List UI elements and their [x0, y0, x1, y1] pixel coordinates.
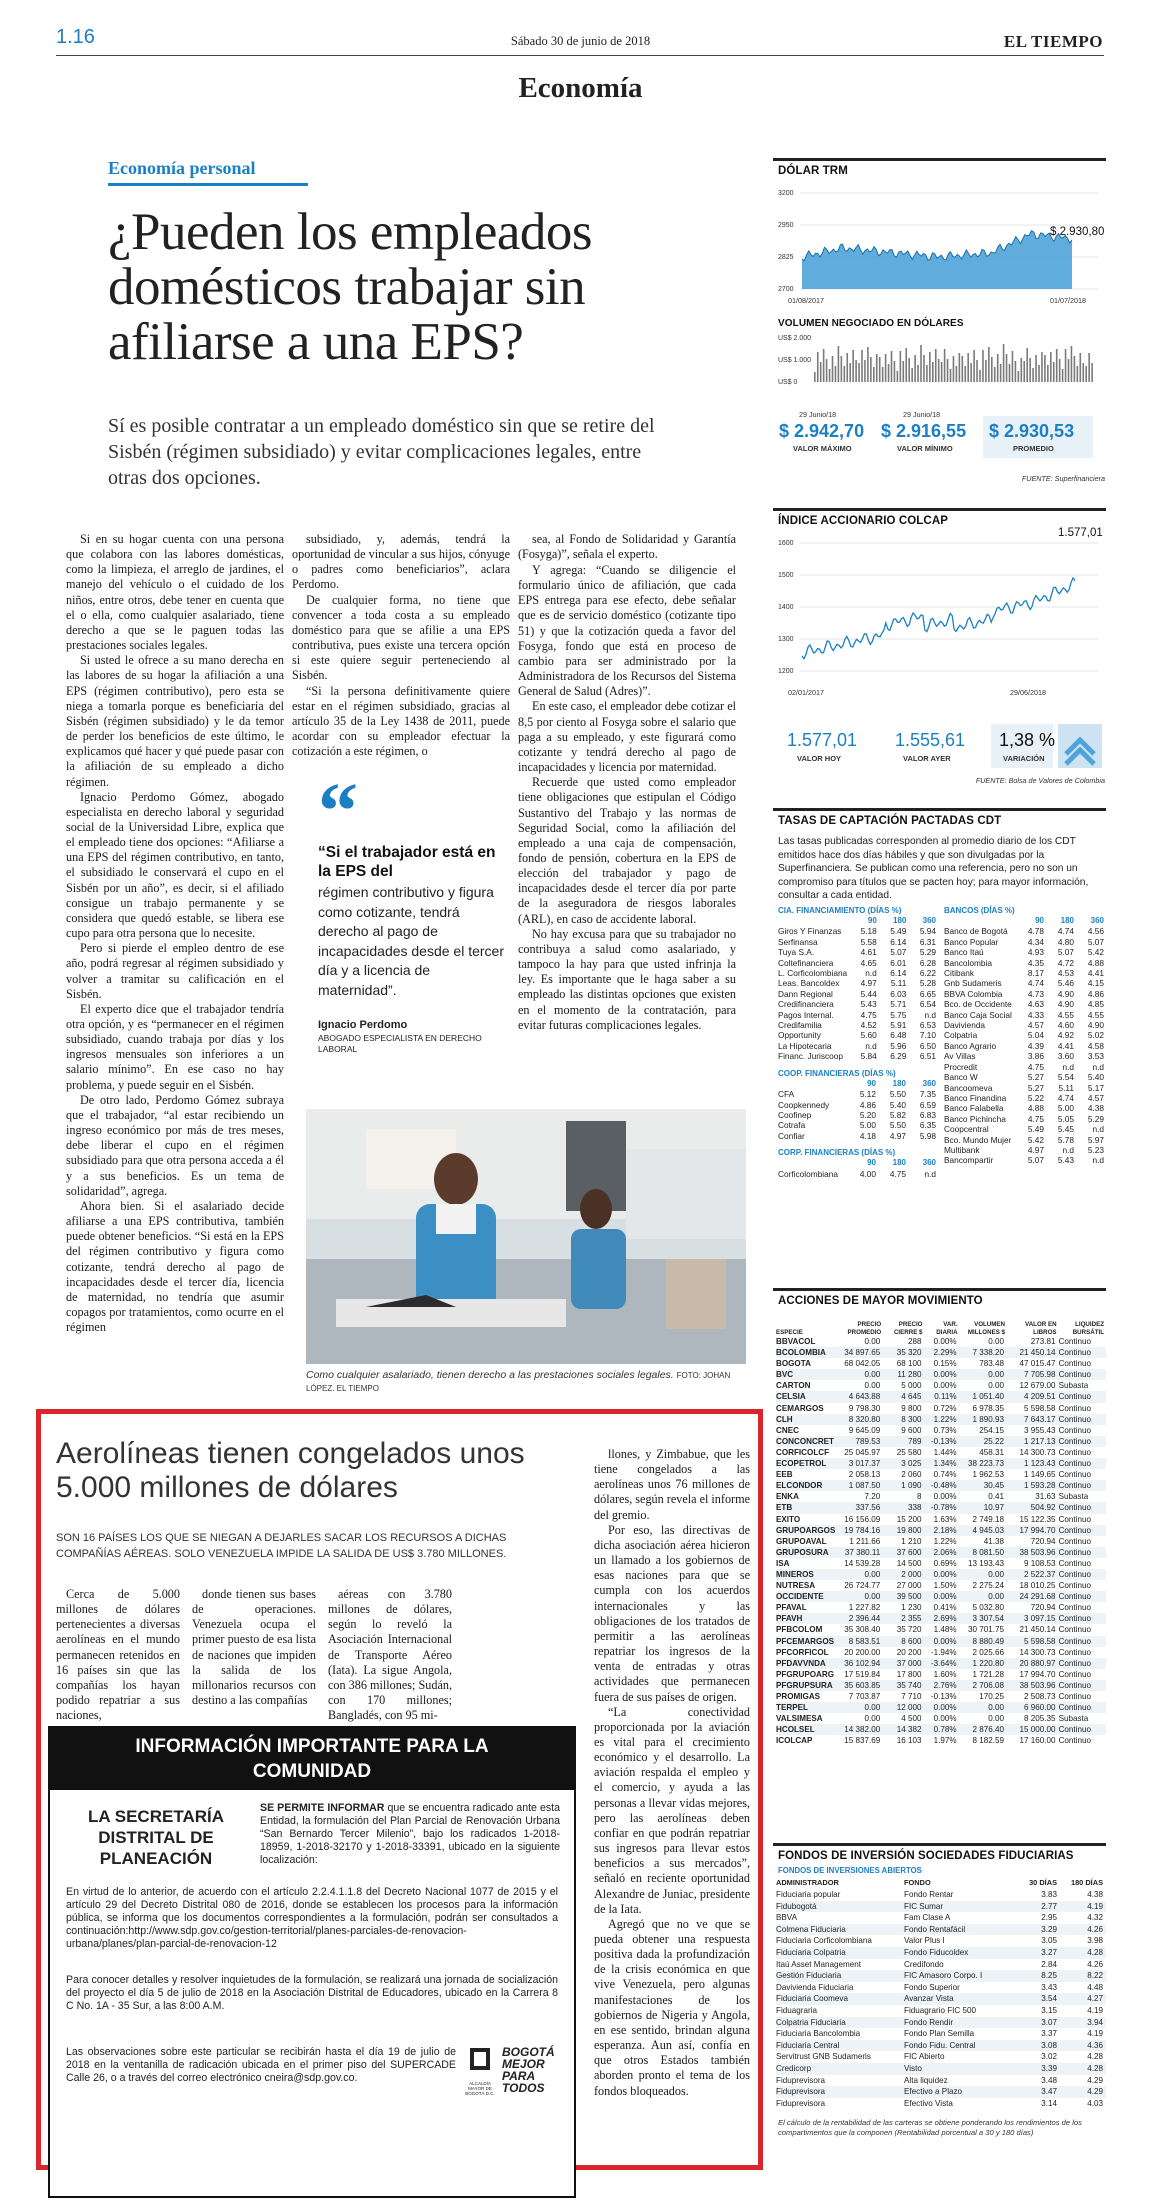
table-row: Serfinansa 5.58 6.14 6.31 — [778, 936, 936, 947]
table-row: Fiduprevisora Alta liquidez 3.48 4.29 — [776, 2075, 1103, 2085]
airline-col-3: aéreas con 3.780 millones de dólares, según lo reveló la Asociación Internacional de Transporte Aéreo (Iata). La sigue Angola, con 386 millones; Sudán, con 170 millones; Bangladés, con 95 mi- — [328, 1587, 452, 1723]
vol-tick: US$ 2.000 — [778, 335, 812, 342]
table-row: Fiduciaria Central Fondo Fidu. Central 3.08 4.36 — [776, 2040, 1106, 2052]
table-row: BVC 0.00 11 280 0.00% 0.00 7 705.98 Continuo — [776, 1369, 1106, 1380]
table-row: Fiduciaria Bancolombia Fondo Plan Semilla 3.37 4.19 — [776, 2029, 1103, 2039]
fid-subtitle: FONDOS DE INVERSIONES ABIERTOS — [778, 1866, 922, 1875]
mov-header: LIQUIDEZ BURSÁTIL — [1072, 1321, 1104, 1336]
fid-header: FONDO — [904, 1878, 931, 1888]
paragraph: De cualquier forma, no tiene que convencer a toda costa a su empleado doméstico para que se afilie a una EPS contributiva, pues existe una tercera opción si este quiere seguir perteneciendo al Sisbén. — [292, 592, 510, 683]
dolar-x-start: 01/08/2017 — [788, 296, 824, 305]
cdt-day-header: 90 — [867, 1158, 876, 1168]
table-row: Av Villas 3.86 3.60 3.53 — [944, 1051, 1104, 1062]
section-title: Economía — [518, 72, 643, 104]
quote-mark-icon: “ — [318, 768, 358, 856]
colcap-title: ÍNDICE ACCIONARIO COLCAP — [778, 515, 949, 527]
table-row: Davivienda 4.57 4.60 4.90 — [944, 1020, 1104, 1031]
paragraph: De otro lado, Perdomo Gómez subraya que el trabajador, “al estar recibiendo un ingreso económico por más de tres meses, debe liberar el cupo en el régimen subsidiado para que otra persona acceda a él y a sus beneficios. Es un tema de solidaridad”, agrega. — [66, 1092, 284, 1198]
table-row: Bancolombia 4.35 4.72 4.88 — [944, 957, 1104, 968]
article-col-1 — [66, 532, 284, 1389]
airline-col-2: donde tienen sus bases de operaciones. Venezuela ocupa el primer puesto de esa lista de naciones que impiden la salida de los millonarios recursos con destino a las compañías — [192, 1587, 316, 1708]
colcap-today: 1.577,01 — [787, 730, 858, 750]
dolar-chart — [778, 185, 1098, 305]
fid-header: 30 DÍAS — [1029, 1878, 1057, 1888]
table-row: Giros Y Finanzas 5.18 5.49 5.94 — [778, 926, 936, 937]
volume-title: VOLUMEN NEGOCIADO EN DÓLARES — [778, 318, 964, 329]
colcap-x-end: 29/06/2018 — [1010, 688, 1046, 697]
quote-role: ABOGADO ESPECIALISTA EN DERECHO LABORAL — [318, 1033, 482, 1054]
table-row: BBVA Colombia 4.73 4.90 4.86 — [944, 988, 1104, 999]
table-row: PFBCOLOM 35 308.40 35 720 1.48% 30 701.75 21 450.14 Continuo — [776, 1625, 1091, 1635]
table-row: Coopkennedy 4.86 5.40 6.59 — [778, 1099, 936, 1110]
article-deck: Sí es posible contratar a un empleado doméstico sin que se retire del Sisbén (régimen subsidiado) y evitar complicaciones legales, entre otras dos opciones. — [108, 415, 655, 489]
table-row: ENKA 7.20 8 0.00% 0.41 31.63 Subasta — [776, 1492, 1089, 1502]
table-row: Gestión Fiduciaria FIC Amasoro Corpo. I 8.25 8.22 — [776, 1970, 1106, 1982]
paragraph: En este caso, el empleador debe cotizar el 8,5 por ciento al Fosyga sobre el salario que paga a su empleado, y este figurará como cotizante y tendrá derecho al pago de incapacidades y licencia por maternidad. — [518, 699, 736, 775]
cdt-day-header: 360 — [1090, 916, 1104, 925]
cdt-day-header: 180 — [893, 916, 907, 925]
stat-label: VALOR MÁXIMO — [793, 444, 852, 453]
table-row: GRUPOARGOS 19 784.16 19 800 2.18% 4 945.03 17 994.70 Continuo — [776, 1525, 1106, 1536]
paragraph: Si usted le ofrece a su mano derecha en las labores de su hogar la afiliación a una EPS (régimen contributivo), pero esta se niega a tomarla porque es beneficiaria del Sisbén (régimen subsidiado) y le da temor de perder los beneficios de este último, le explicamos qué hacer y qué puede pasar con la afiliación de su empleado a dicho régimen. — [66, 653, 284, 789]
article-col-4 — [518, 563, 736, 1123]
table-row: CNEC 9 645.09 9 600 0.73% 254.15 3 955.43 Continuo — [776, 1425, 1091, 1435]
cdt-day-header: 180 — [892, 1158, 906, 1168]
paragraph: Por eso, las directivas de dicha asociación aérea hicieron un llamado a los gobiernos de esas naciones para que se cumpla con los acuerdos internacionales y las obligaciones de los tratados de permitir a las aerolíneas repatriar los ingresos de la venta de entradas y otras actividades que permanecen fuera de sus países de origen. — [594, 1522, 750, 1704]
paragraph: Y agrega: “Cuando se diligencie el formulario único de afiliación, que cada EPS entrega para ese efecto, debe señalar que es de servicio doméstico (cotizante tipo 51) y que la cotización queda a favor del Fosyga, fondo que está en proceso de cambio para ser administrado por la Administradora de los Recursos del Sistema General de Salud (Adres)”. — [518, 563, 736, 699]
table-row: Banco Itaú 4.93 5.07 5.42 — [944, 947, 1104, 958]
paragraph: Si en su hogar cuenta con una persona que colabora con las labores domésticas, como la limpieza, el arreglo de jardines, el manejo del vehículo o el cuidado de los niños, entre otros, debe tener en cuenta que el o ella, como cualquier asalariado, tiene derecho a que se le paguen todas las prestaciones sociales legales. — [66, 532, 284, 653]
cdt-day-header: 180 — [892, 1078, 906, 1088]
table-row: PFAVH 2 396.44 2 355 2.69% 3 307.54 3 097.15 Continuo — [776, 1613, 1106, 1624]
colcap-source: FUENTE: Bolsa de Valores de Colombia — [975, 776, 1105, 785]
vol-tick: US$ 1.000 — [778, 357, 812, 364]
table-row: Dann Regional 5.44 6.03 6.65 — [778, 988, 936, 999]
fid-title: FONDOS DE INVERSIÓN SOCIEDADES FIDUCIARIAS — [778, 1850, 1074, 1862]
colcap-y-tick: 1600 — [778, 540, 794, 547]
mov-header: VOLUMEN MILLONES $ — [967, 1321, 1005, 1336]
table-row: MINEROS 0.00 2 000 0.00% 0.00 2 522.37 Continuo — [776, 1569, 1106, 1580]
vol-tick: US$ 0 — [778, 379, 798, 386]
table-row: Credifinanciera 5.43 5.71 6.54 — [778, 999, 936, 1010]
mov-header: VAR. DIARIA — [936, 1321, 958, 1336]
table-row: GRUPOAVAL 1 211.66 1 210 1.22% 41.38 720.94 Continuo — [776, 1536, 1091, 1546]
dolar-y-tick: 2700 — [778, 286, 794, 293]
airline-col-4 — [594, 1447, 750, 2162]
paragraph: Agregó que no ve que se pueda obtener una respuesta positiva dada la profundización de la crisis económica en que vive Venezuela, pero algunas manifestaciones de los gobiernos de Nigeria y Angola, en ese sentido, brindan alguna esperanza. Aun así, confía en que otros Estados también aborden pronto el tema de los fondos bloqueados. — [594, 1916, 750, 2098]
table-row: La Hipotecaria n.d 5.96 6.50 — [778, 1040, 936, 1051]
table-row: Banco Caja Social 4.33 4.55 4.55 — [944, 1009, 1104, 1020]
dolar-y-tick: 2825 — [778, 254, 794, 261]
stat-max: $ 2.942,70 — [779, 421, 865, 441]
paragraph: Ignacio Perdomo Gómez, abogado especialista en derecho laboral y seguridad social de la Universidad Libre, explica que el empleado tiene dos opciones: “Afiliarse a una EPS del régimen contributivo, en tanto, el subsidiado le conservará el cupo en el Sisbén por un año”, es decir, si el afiliado consigue un trabajo permanente y se considera que quedó estable, se libera ese cupo para otra persona que lo necesite. — [66, 789, 284, 941]
article-headline: ¿Pueden los empleados domésticos trabajar sin afiliarse a una EPS? — [108, 203, 593, 371]
table-row: Opportunity 5.60 6.48 7.10 — [778, 1030, 936, 1041]
colcap-y-tick: 1400 — [778, 604, 794, 611]
table-row: BBVACOL 0.00 288 0.00% 0.00 273.81 Continuo — [776, 1337, 1091, 1346]
stat-avg: $ 2.930,53 — [989, 421, 1075, 441]
ad-paragraph-2: En virtud de lo anterior, de acuerdo con el artículo 2.2.4.1.1.8 del Decreto Nacional 1077 de 2015 y el artículo 29 del Decreto Distrital 080 de 2016, donde se establecen los procesos para la información pública, se informa que los documentos correspondientes a la formulación, podrán ser consultados a continuación:http://www.sdp.gov.co/gestion-territorial/planes-parciales-de-renovacion-urbana/planes/plan-parcial-de-renovacion-12 — [66, 1886, 558, 1950]
table-row: ETB 337.56 338 -0.78% 10.97 504.92 Continuo — [776, 1502, 1106, 1513]
table-row: BCOLOMBIA 34 897.65 35 320 2.29% 7 338.20 21 450.14 Continuo — [776, 1347, 1106, 1358]
paragraph: El experto dice que el trabajador tendría otra opción, y es “permanecer en el régimen subsidiado, cuando trabaja por días y los ingresos mensuales son inferiores a un salario mínimo”. En ese caso no hay problema, y puede seguir en el Sisbén. — [66, 1001, 284, 1092]
table-row: Fiduprevisora Efectivo a Plazo 3.47 4.29 — [776, 2086, 1106, 2098]
colcap-yesterday: 1.555,61 — [895, 730, 966, 750]
table-row: Fiduciaria popular Fondo Rentar 3.83 4.38 — [776, 1890, 1103, 1899]
bogota-seal-icon: ALCALDÍA MAYOR DE BOGOTÁ D.C. — [462, 2046, 498, 2086]
table-row: PFGRUPOARG 17 519.84 17 800 1.60% 1 721.28 17 994.70 Continuo — [776, 1669, 1091, 1679]
mov-header: PRECIO CIERRE $ — [893, 1321, 923, 1336]
quote-bold: “Si el trabajador está en la EPS del — [318, 844, 496, 880]
table-row: GRUPOSURA 37 380.11 37 600 2.06% 8 081.50 38 503.96 Continuo — [776, 1547, 1106, 1558]
table-row: Banco Finandina 5.22 4.74 4.57 — [944, 1092, 1104, 1103]
table-row: Leas. Bancoldex 4.97 5.11 5.28 — [778, 978, 936, 989]
cdt-group-title: CIA. FINANCIAMIENTO (DÍAS %) — [778, 906, 902, 915]
table-row: Banco Falabella 4.88 5.00 4.38 — [944, 1103, 1104, 1114]
paragraph: sea, al Fondo de Solidaridad y Garantía (Fosyga)”, señala el experto. — [518, 532, 736, 562]
table-row: Fiduagraria Fiduagrario FIC 500 3.15 4.19 — [776, 2005, 1103, 2015]
paragraph: llones, y Zimbabue, que les tiene congelados a las aerolíneas unos 76 millones de dólares, según revela el informe del gremio. — [594, 1447, 751, 1522]
colcap-x-start: 02/01/2017 — [788, 688, 824, 697]
table-row: Corficolombiana 4.00 4.75 n.d — [778, 1168, 936, 1179]
table-row: OCCIDENTE 0.00 39 500 0.00% 0.00 24 291.68 Continuo — [776, 1591, 1106, 1602]
bogota-logo: BOGOTÁ MEJOR PARA TODOS — [502, 2045, 555, 2095]
table-row: Multibank 4.97 n.d 5.23 — [944, 1144, 1104, 1155]
table-row: CELSIA 4 643.88 4 645 0.11% 1 051.40 4 209.51 Continuo — [776, 1391, 1106, 1402]
paragraph: Recuerde que usted como empleador tiene obligaciones que estipulan el Código Sustantivo del Trabajo y las normas de Seguridad Social, como la afiliación del empleado a una caja de compensación, fondo de pensión, cobertura en la EPS de elección del trabajador y pago de incapacidades desde el tercer día por parte de la aseguradora de riesgos laborales (ARL), en caso de accidente laboral. — [518, 775, 736, 926]
page-number: 1.16 — [56, 26, 95, 48]
table-row: Fiduciaria Corficolombiana Valor Plus I 3.05 3.98 — [776, 1936, 1103, 1946]
cdt-day-header: 360 — [922, 1078, 936, 1088]
mov-title: ACCIONES DE MAYOR MOVIMIENTO — [778, 1295, 983, 1307]
table-row: Bancompartir 5.07 5.43 n.d — [944, 1155, 1104, 1166]
article-photo — [306, 1109, 746, 1364]
table-row: HCOLSEL 14 382.00 14 382 0.78% 2 876.40 15 000.00 Continuo — [776, 1724, 1106, 1735]
colcap-last: 1.577,01 — [1058, 527, 1103, 539]
ad-paragraph-3: Para conocer detalles y resolver inquietudes de la formulación, se realizará una jornada de socialización del proyecto el día 5 de julio de 2018 en la Asociación Distrital de Educadores, ubicado en la Carrera 8 C No. 1A - 35 Sur, a las 8:00 A.M. — [66, 1974, 558, 2012]
table-row: L. Corficolombiana n.d 6.14 6.22 — [778, 968, 936, 979]
colcap-chart — [778, 535, 1098, 685]
airline-headline: Aerolíneas tienen congelados unos 5.000 millones de dólares — [56, 1437, 525, 1504]
stat-label: VARIACIÓN — [1003, 754, 1045, 763]
cdt-group-title: BANCOS (DÍAS %) — [944, 906, 1015, 915]
ad-title: INFORMACIÓN IMPORTANTE PARA LA COMUNIDAD — [50, 1728, 574, 1790]
table-row: Financ. Juriscoop 5.84 6.29 6.51 — [778, 1051, 936, 1062]
table-row: ISA 14 539.28 14 500 0.69% 13 193.43 9 108.53 Continuo — [776, 1558, 1091, 1568]
dolar-title: DÓLAR TRM — [778, 165, 848, 177]
cdt-left-table — [778, 905, 936, 1179]
mov-header: VALOR EN LIBROS — [1025, 1321, 1057, 1336]
ad-paragraph-4: Las observaciones sobre este particular se recibirán hasta el día 19 de julio de 2018 en la ventanilla de radicación ubicada en el primer piso del SUPERCADE Calle 26, o a través del correo electrónico cneira@sdp.gov.co. — [66, 2046, 456, 2084]
stat-label: PROMEDIO — [1013, 444, 1054, 453]
cdt-day-header: 360 — [922, 1158, 936, 1168]
mov-header: ESPECIE — [776, 1328, 803, 1336]
paragraph: subsidiado, y, además, tendrá la oportunidad de vincular a sus hijos, cónyuge o padres como beneficiarios”, aclara Perdomo. — [292, 532, 510, 592]
table-row: PFDAVVNDA 36 102.94 37 000 -3.64% 1 220.80 20 880.97 Continuo — [776, 1658, 1106, 1669]
table-row: Credifamilia 4.52 5.91 6.53 — [778, 1020, 936, 1031]
paragraph: Pero si pierde el empleo dentro de ese año, podrá regresar al régimen subsidiado y volver a tramitar su calificación en el Sisbén. — [66, 941, 284, 1001]
volume-chart — [778, 332, 1098, 394]
cdt-day-header: 90 — [867, 1078, 876, 1088]
colcap-change: 1,38 % — [999, 730, 1056, 750]
stat-label: VALOR HOY — [797, 754, 842, 763]
table-row: TERPEL 0.00 12 000 0.00% 0.00 6 960.00 Continuo — [776, 1702, 1106, 1713]
mov-table — [776, 1314, 1106, 1746]
dolar-x-end: 01/07/2018 — [1050, 296, 1086, 305]
table-row: Confiar 4.18 4.97 5.98 — [778, 1130, 936, 1141]
table-row: Servitrust GNB Sudameris FIC Abierto 3.02 4.28 — [776, 2052, 1103, 2062]
table-row: VALSIMESA 0.00 4 500 0.00% 0.00 8 205.35 Subasta — [776, 1714, 1089, 1724]
brand-logo: EL TIEMPO — [1003, 32, 1103, 51]
table-row: ELCONDOR 1 087.50 1 090 -0.48% 30.45 1 593.28 Continuo — [776, 1480, 1106, 1491]
table-row: Fiduprevisora Efectivo Vista 3.14 4.03 — [776, 2098, 1103, 2108]
stat-label: VALOR MÍNIMO — [897, 444, 953, 453]
table-row: CORFICOLCF 25 045.97 25 580 1.44% 458.31 14 300.73 Continuo — [776, 1447, 1091, 1457]
table-row: Fidubogotá FIC Sumar 2.77 4.19 — [776, 1901, 1106, 1913]
table-row: Coltefinanciera 4.65 6.01 6.28 — [778, 957, 936, 968]
table-row: Fiduciaria Coomeva Avanzar Vista 3.54 4.27 — [776, 1993, 1106, 2005]
ad-org: LA SECRETARÍA DISTRITAL DE PLANEACIÓN — [88, 1807, 224, 1868]
cdt-title: TASAS DE CAPTACIÓN PACTADAS CDT — [778, 815, 1002, 827]
stat-min: $ 2.916,55 — [881, 421, 967, 441]
article-kicker: Economía personal — [108, 158, 308, 186]
cdt-group-title: COOP. FINANCIERAS (DÍAS %) — [778, 1068, 896, 1078]
table-row: Davivienda Fiduciaria Fondo Superior 3.43 4.48 — [776, 1982, 1103, 1992]
table-row: Coofinep 5.20 5.82 6.83 — [778, 1109, 936, 1120]
fid-note: El cálculo de la rentabilidad de las carteras se obtiene ponderando los rendimientos de los compartimentos que la componen (Rentabilidad porcentual a 30 y 180 días) — [778, 2118, 1082, 2137]
colcap-y-tick: 1200 — [778, 668, 794, 675]
cdt-day-header: 180 — [1060, 916, 1074, 925]
colcap-y-tick: 1500 — [778, 572, 794, 579]
quote-text: régimen contributivo y figura como cotizante, tendrá derecho al pago de incapacidades desde el tercer día y a licencia de maternidad”. — [318, 884, 505, 998]
stat-label: VALOR AYER — [903, 754, 951, 763]
paragraph: “La conectividad proporcionada por la aviación es vital para el crecimiento económico y el desarrollo. La aviación respalda el empleo y el comercio, y ayuda a las personas a llevar vidas mejores, pero las aerolíneas deben confiar en que podrán repatriar sus ingresos para llevar estos beneficios a sus mercados”, señaló en reciente oportunidad Alexandre de Juniac, presidente de la Iata. — [594, 1704, 750, 1916]
photo-caption: Como cualquier asalariado, tienen derecho a las prestaciones sociales legales. FOTO: JOHAN LÓPEZ. EL TIEMPO — [306, 1369, 731, 1393]
table-row: Bco. Mundo Mujer 5.42 5.78 5.97 — [944, 1134, 1104, 1145]
table-row: Colpatria 5.04 4.92 5.02 — [944, 1030, 1104, 1041]
dolar-source: FUENTE: Superfinanciera — [1021, 474, 1105, 483]
dolar-y-tick: 3200 — [778, 190, 794, 197]
up-arrow-icon — [1058, 724, 1102, 768]
table-row: Cotrafa 5.00 5.50 6.35 — [778, 1120, 936, 1131]
table-row: Fiduciaria Colpatria Fondo Fiducoldex 3.27 4.28 — [776, 1947, 1106, 1959]
table-row: PFAVAL 1 227.82 1 230 0.41% 5 032.80 720.94 Continuo — [776, 1603, 1091, 1613]
table-row: Colmena Fiduciaria Fondo Rentafácil 3.29 4.26 — [776, 1924, 1106, 1936]
cdt-day-header: 90 — [1035, 916, 1044, 925]
table-row: Itaú Asset Management Credifondo 2.84 4.26 — [776, 1959, 1103, 1969]
page-date: Sábado 30 de junio de 2018 — [510, 34, 651, 48]
table-row: Bancoomeva 5.27 5.11 5.17 — [944, 1082, 1104, 1093]
table-row: NUTRESA 26 724.77 27 000 1.50% 2 275.24 18 010.25 Continuo — [776, 1581, 1091, 1591]
fid-table — [776, 1877, 1106, 2109]
table-row: EXITO 16 156.09 15 200 1.63% 2 749.18 15 122.35 Continuo — [776, 1514, 1091, 1524]
colcap-y-tick: 1300 — [778, 636, 794, 643]
table-row: Gnb Sudameris 4.74 5.46 4.15 — [944, 978, 1104, 989]
table-row: ECOPETROL 3 017.37 3 025 1.34% 38 223.73 1 123.43 Continuo — [776, 1458, 1106, 1469]
table-row: Banco Pichincha 4.75 5.05 5.29 — [944, 1113, 1104, 1124]
table-row: Credicorp Visto 3.39 4.28 — [776, 2063, 1106, 2075]
table-row: Tuya S.A. 4.61 5.07 5.29 — [778, 947, 936, 958]
table-row: Bco. de Occidente 4.63 4.90 4.85 — [944, 999, 1104, 1010]
table-row: Banco de Bogotá 4.78 4.74 4.56 — [944, 926, 1104, 937]
colcap-stats — [773, 718, 1106, 770]
ad-lead: SE PERMITE INFORMAR que se encuentra radicado ante esta Entidad, la formulación del Plan Parcial de Renovación Urbana “San Bernardo Tercer Milenio”, bajo los radicados 1-2018-18959, 1-2018-32170 y 1-2018-33391, ubicado en la siguiente localización: — [260, 1802, 560, 1866]
stat-date: 29 Junio/18 — [903, 410, 941, 419]
dolar-stats — [773, 404, 1106, 464]
fid-header: ADMINISTRADOR — [776, 1878, 839, 1888]
cdt-group-title: CORP. FINANCIERAS (DÍAS %) — [778, 1148, 896, 1158]
cdt-right-table — [944, 905, 1104, 1166]
airline-col-1: Cerca de 5.000 millones de dólares pertenecientes a diversas aerolíneas en el mundo permanecen retenidos en 16 países sin que las compañías los hayan podido repatriar a sus naciones, — [56, 1587, 180, 1723]
table-row: Pagos Internal. 4.75 5.75 n.d — [778, 1009, 936, 1020]
table-row: CONCONCRET 789.53 789 -0.13% 25.22 1 217.13 Continuo — [776, 1436, 1106, 1447]
cdt-intro: Las tasas publicadas corresponden al promedio diario de los CDT emitidos hace dos días hábiles y que son divulgadas por la Superfinanciera. Se publican como una referencia, pero no son un compromiso para títulos que se pacten hoy; para mayor información, consultar a cada entidad. — [778, 836, 1089, 901]
table-row: ICOLCAP 15 837.69 16 103 1.97% 8 182.59 17 160.00 Continuo — [776, 1736, 1091, 1746]
cdt-day-header: 360 — [922, 916, 936, 925]
table-row: EEB 2 058.13 2 060 0.74% 1 962.53 1 149.65 Continuo — [776, 1470, 1091, 1480]
table-row: PFCORFICOL 20 200.00 20 200 -1.94% 2 025.66 14 300.73 Continuo — [776, 1647, 1091, 1657]
table-row: Banco Agrario 4.39 4.41 4.58 — [944, 1040, 1104, 1051]
dolar-last: $ 2.930,80 — [1050, 226, 1105, 238]
airline-deck: SON 16 PAÍSES LOS QUE SE NIEGAN A DEJARLES SACAR LOS RECURSOS A DICHAS COMPAÑÍAS AÉREAS. SOLO VENEZUELA IMPIDE LA SALIDA DE US$ 3.780 MILLONES. — [56, 1532, 507, 1560]
fid-header: 180 DÍAS — [1070, 1878, 1103, 1888]
quote-author: Ignacio Perdomo — [318, 1019, 408, 1031]
table-row: PFCEMARGOS 8 583.51 8 600 0.00% 8 880.49 5 598.58 Continuo — [776, 1636, 1106, 1647]
cdt-day-header: 90 — [867, 916, 877, 925]
dolar-y-tick: 2950 — [778, 222, 794, 229]
stat-date: 29 Junio/18 — [799, 410, 837, 419]
table-row: BBVA Fam Clase A 2.95 4.32 — [776, 1913, 1103, 1923]
table-row: Procredit 4.75 n.d n.d — [944, 1061, 1104, 1072]
table-row: CFA 5.12 5.50 7.35 — [778, 1089, 936, 1100]
table-row: PROMIGAS 7 703.87 7 710 -0.13% 170.25 2 508.73 Continuo — [776, 1692, 1091, 1701]
table-row: Coopcentral 5.49 5.45 n.d — [944, 1124, 1104, 1135]
paragraph: Ahora bien. Si el asalariado decide afiliarse a una EPS contributiva, también puede obtener beneficios. “Si está en la EPS del régimen contributivo y figura como cotizante, tendrá derecho al pago de incapacidades desde el tercer día, licencia de maternidad, no tendría que asumir copagos por tratamientos, como ocurre en el régimen — [66, 1198, 284, 1335]
table-row: Citibank 8.17 4.53 4.41 — [944, 968, 1104, 979]
table-row: Banco Popular 4.34 4.80 5.07 — [944, 936, 1104, 947]
table-row: CARTON 0.00 5 000 0.00% 0.00 12 679.00 Subasta — [776, 1381, 1089, 1391]
table-row: CEMARGOS 9 798.30 9 800 0.72% 6 978.35 5 598.58 Continuo — [776, 1403, 1091, 1413]
table-row: CLH 8 320.80 8 300 1.22% 1 890.93 7 643.17 Continuo — [776, 1414, 1106, 1425]
paragraph: “Si la persona definitivamente quiere estar en el régimen subsidiado, gracias al artículo 35 de la Ley 1438 de 2011, puede acordar con su empleador efectuar la cotización a este régimen, o — [292, 683, 510, 759]
table-row: PFGRUPSURA 35 603.85 35 740 2.76% 2 706.08 38 503.96 Continuo — [776, 1680, 1106, 1691]
mov-header: PRECIO PROMEDIO — [847, 1321, 882, 1336]
paragraph: No hay excusa para que su trabajador no contribuya a salud como asalariado, y tampoco la hay para que usted infrinja la ley. Es importante que le haga saber a su empleado las distintas opciones que existen en el momento de la contratación, para evitar futuras complicaciones legales. — [518, 926, 736, 1032]
table-row: Colpatria Fiduciaria Fondo Rendir 3.07 3.94 — [776, 2017, 1106, 2029]
public-notice-ad — [48, 1726, 576, 2198]
article-col-2 — [292, 532, 510, 759]
table-row: Banco W 5.27 5.54 5.40 — [944, 1072, 1104, 1083]
table-row: BOGOTA 68 042.05 68 100 0.15% 783.48 47 015.47 Continuo — [776, 1359, 1091, 1369]
